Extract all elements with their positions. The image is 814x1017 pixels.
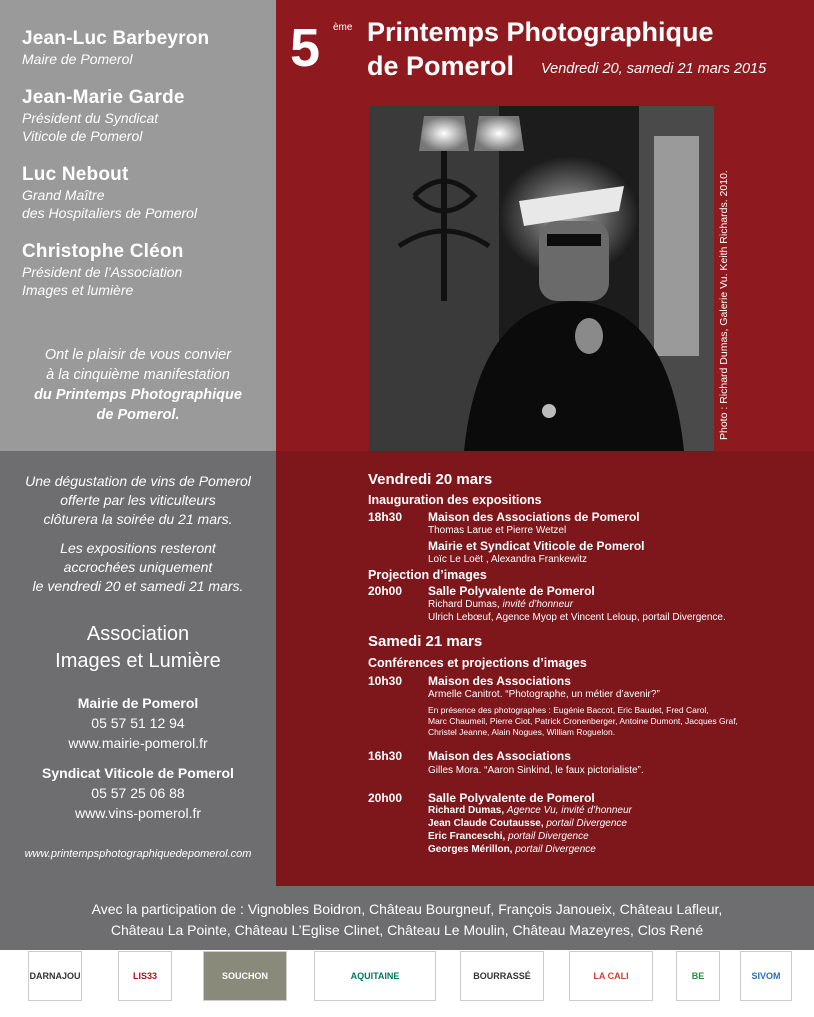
host-role: Viticole de Pomerol bbox=[22, 128, 143, 144]
event-detail: Loïc Le Loët , Alexandra Frankewitz bbox=[428, 554, 587, 565]
guest: Jean Claude Coutausse, portail Divergence bbox=[428, 818, 627, 829]
contact-mairie: Mairie de Pomerol 05 57 51 12 94 www.mairie-pomerol.fr bbox=[0, 693, 276, 753]
host-name: Jean-Marie Garde bbox=[22, 87, 185, 108]
section-title: Projection d’images bbox=[368, 568, 487, 582]
section-title: Inauguration des expositions bbox=[368, 493, 542, 507]
event-title: Printemps Photographique bbox=[367, 17, 714, 47]
day-title: Samedi 21 mars bbox=[368, 633, 483, 650]
sponsor-logo-darnajou: DARNAJOU bbox=[28, 951, 82, 1001]
web-link[interactable]: www.mairie-pomerol.fr bbox=[68, 735, 208, 751]
event-time: 10h30 bbox=[368, 674, 403, 688]
tasting-text: Une dégustation de vins de Pomerol offerte par les viticulteurs clôturera la soirée du 21 mars. bbox=[25, 473, 251, 527]
event-time: 16h30 bbox=[368, 749, 403, 763]
event-title-2: de Pomerol bbox=[367, 51, 515, 81]
sponsor-logo-lis33: LIS33 bbox=[118, 951, 172, 1001]
event-detail: Gilles Mora. “Aaron Sinkind, le faux pictorialiste”. bbox=[428, 765, 644, 776]
section-title: Conférences et projections d’images bbox=[368, 656, 587, 670]
event-detail: Richard Dumas, invité d’honneur bbox=[428, 599, 574, 610]
participation-text: Avec la participation de : Vignobles Boidron, Château Bourgneuf, François Janoueix, Château Lafleur, Château La Pointe, Château L’Eglise Clinet, Château Le Moulin, Château Mazeyres, Clos René bbox=[91, 901, 723, 938]
photo-credit: Photo : Richard Dumas, Galerie Vu. Keith Richards. 2010. bbox=[718, 170, 730, 440]
host-role: Maire de Pomerol bbox=[22, 51, 133, 67]
event-detail: Ulrich Lebœuf, Agence Myop et Vincent Leloup, portail Divergence. bbox=[428, 612, 726, 623]
guest: Richard Dumas, Agence Vu, invité d’honneur bbox=[428, 805, 632, 816]
sponsor-logo-bourrasse: BOURRASSÉ bbox=[460, 951, 544, 1001]
contact-syndicat: Syndicat Viticole de Pomerol 05 57 25 06 88 www.vins-pomerol.fr bbox=[0, 763, 276, 823]
event-detail: Thomas Larue et Pierre Wetzel bbox=[428, 525, 567, 536]
event-venue: Maison des Associations bbox=[428, 674, 571, 688]
sponsor-logo-sivom: SIVOM bbox=[740, 951, 792, 1001]
event-venue: Mairie et Syndicat Viticole de Pomerol bbox=[428, 539, 645, 553]
featured-photo bbox=[369, 106, 714, 451]
participation-band bbox=[0, 886, 814, 950]
event-time: 20h00 bbox=[368, 791, 403, 805]
host-role: Président de l’Association bbox=[22, 264, 183, 280]
exhibition-text: Les expositions resteront accrochées uniquement le vendredi 20 et samedi 21 mars. bbox=[32, 540, 244, 594]
invitation-text: Ont le plaisir de vous convier à la cinquième manifestation du Printemps Photographique de Pomerol. bbox=[34, 347, 242, 423]
event-time: 18h30 bbox=[368, 510, 403, 524]
day-title: Vendredi 20 mars bbox=[368, 471, 493, 488]
host-name: Luc Nebout bbox=[22, 164, 129, 185]
event-venue: Salle Polyvalente de Pomerol bbox=[428, 584, 595, 598]
guest: Georges Mérillon, portail Divergence bbox=[428, 844, 596, 855]
host-name: Christophe Cléon bbox=[22, 241, 184, 262]
sponsor-logo-souchon: SOUCHON bbox=[203, 951, 287, 1001]
event-venue: Salle Polyvalente de Pomerol bbox=[428, 791, 595, 805]
sponsor-logo-credit-agricole: AQUITAINE bbox=[314, 951, 436, 1001]
photographers-list: En présence des photographes : Eugénie Baccot, Eric Baudet, Fred Carol, Marc Chaumeil, Pierre Ciot, Patrick Cronenberger, Antoine Dumont, Jacques Graf, Christel Jeanne, Alain Nogues, William Roguelon. bbox=[428, 705, 738, 737]
host-role: Images et lumière bbox=[22, 282, 134, 298]
sponsor-logo-lacali: LA CALI bbox=[569, 951, 653, 1001]
sponsor-logo-be: BE bbox=[676, 951, 720, 1001]
edition-number: 5 bbox=[290, 18, 321, 78]
association-name: Association Images et Lumière bbox=[55, 623, 221, 672]
web-link[interactable]: www.vins-pomerol.fr bbox=[74, 805, 202, 821]
edition-superscript: ème bbox=[333, 22, 353, 33]
host-role: Grand Maître bbox=[22, 187, 105, 203]
host-name: Jean-Luc Barbeyron bbox=[22, 28, 210, 49]
event-time: 20h00 bbox=[368, 584, 403, 598]
host-role: Président du Syndicat bbox=[22, 110, 159, 126]
website-link[interactable]: www.printempsphotographiquedepomerol.com bbox=[24, 848, 252, 860]
event-venue: Maison des Associations bbox=[428, 749, 571, 763]
event-venue: Maison des Associations de Pomerol bbox=[428, 510, 640, 524]
event-detail: Armelle Canitrot. “Photographe, un métier d’avenir?” bbox=[428, 689, 660, 700]
host-role: des Hospitaliers de Pomerol bbox=[22, 205, 198, 221]
guest: Eric Franceschi, portail Divergence bbox=[428, 831, 589, 842]
event-dates: Vendredi 20, samedi 21 mars 2015 bbox=[541, 61, 767, 77]
photo-image bbox=[369, 106, 714, 451]
